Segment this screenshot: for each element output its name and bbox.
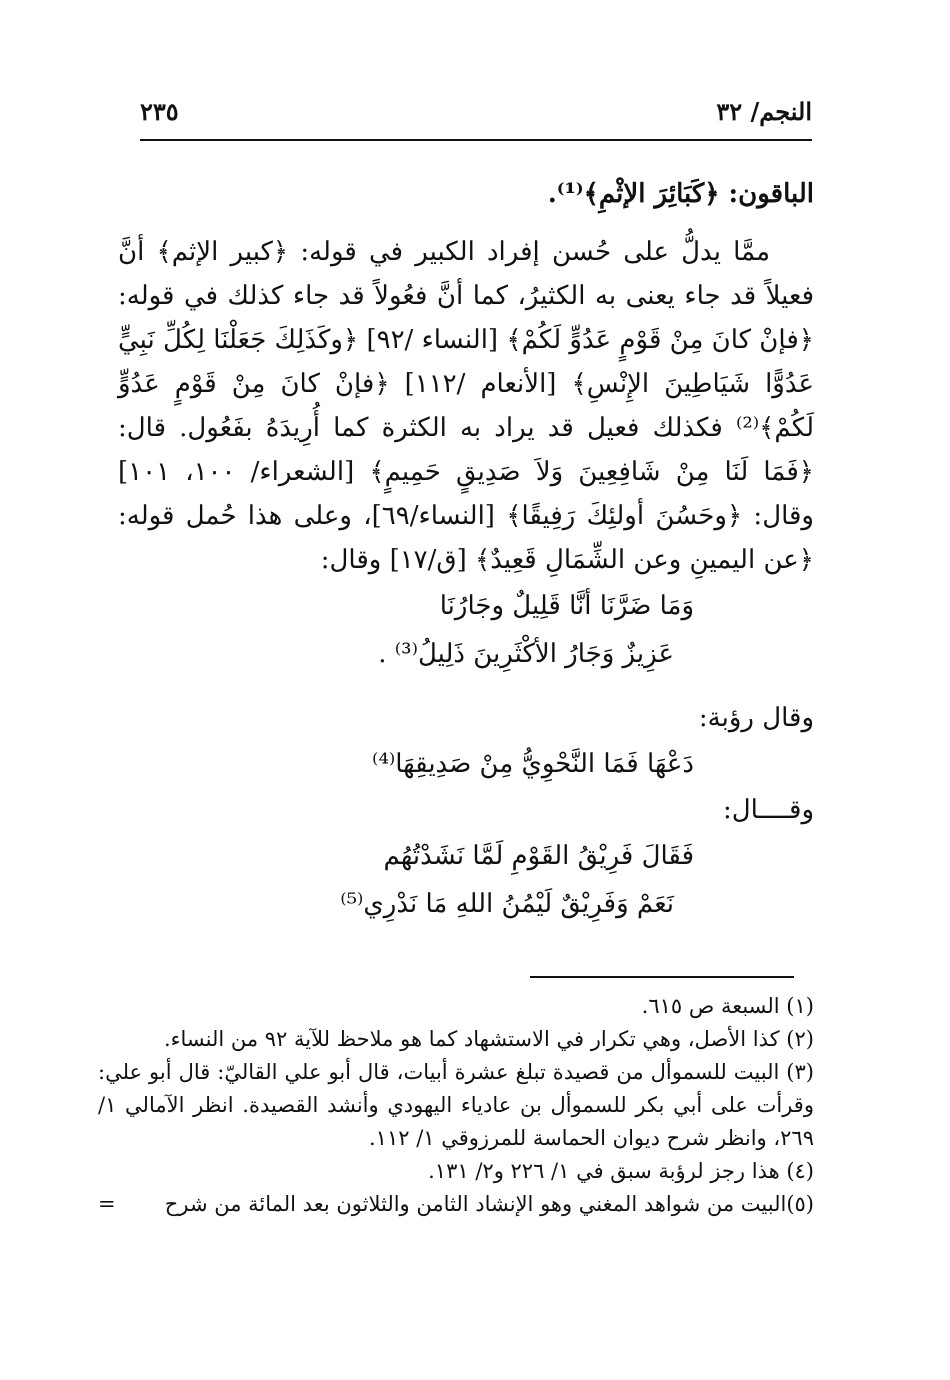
poem-hemistich: فَقَالَ فَرِيْقُ القَوْمِ لَمَّا نَشَدْتُهُم bbox=[383, 841, 694, 871]
quote-intro: وقــــال: bbox=[722, 795, 814, 825]
page-number: ٢٣٥ bbox=[140, 97, 179, 126]
poem-hemistich: عَزِيزٌ وَجَارُ الأكْثَرِينَ ذَلِيلُ⁽³⁾ . bbox=[378, 639, 674, 669]
footnote-divider bbox=[530, 976, 794, 978]
running-header bbox=[140, 92, 812, 132]
section-heading: الباقون: ﴿كَبَائِرَ الإثْمِ﴾⁽¹⁾. bbox=[547, 179, 814, 209]
main-text bbox=[118, 172, 814, 928]
rajaz-verse: دَعْهَا فَمَا النَّحْوِيُّ مِنْ صَدِيقِهَا⁽⁴⁾ bbox=[372, 749, 694, 779]
footnote-text: (٥)البيت من شواهد المغني وهو الإنشاد الثامن والثلاثون بعد المائة من شرح bbox=[164, 1192, 814, 1216]
poem-hemistich: وَمَا ضَرَّنَا أنَّا قَلِيلٌ وجَارُنَا bbox=[439, 591, 694, 621]
footnote: (٤) هذا رجز لرؤبة سبق في ١/ ٢٢٦ و٢/ ١٣١. bbox=[428, 1159, 814, 1183]
quote-intro: وقال رؤبة: bbox=[698, 703, 814, 733]
footnotes bbox=[98, 990, 814, 1221]
continuation-mark: = bbox=[98, 1192, 116, 1216]
footnote: (١) السبعة ص ٦١٥. bbox=[641, 994, 814, 1018]
paragraph: ممَّا يدلُّ على حُسن إفراد الكبير في قوله: ﴿كبير الإثم﴾ أنَّ فعيلاً قد جاء يعنى به الكثيرُ، كما أنَّ فعُولاً قد جاء كذلك في قوله: ﴿فإنْ كانَ مِنْ قَوْمٍ عَدُوٍّ لَكُمْ﴾ [النساء /٩٢] ﴿وكَذَلِكَ جَعَلْنَا لِكُلِّ نَبِيٍّ عَدُوًّا شَيَاطِينَ الإِنْسِ﴾ [الأنعام /١١٢] ﴿فإنْ كانَ مِنْ قَوْمٍ عَدُوٍّ لَكُمْ﴾⁽²⁾ فكذلك فعيل قد يراد به الكثرة كما أُرِيدَهُ بفَعُول. قال: ﴿فَمَا لَنَا مِنْ شَافِعِينَ وَلاَ صَدِيقٍ حَمِيمٍ﴾ [الشعراء/ ١٠٠، ١٠١] وقال: ﴿وحَسُنَ أولئِكَ رَفِيقًا﴾ [النساء/٦٩]، وعلى هذا حُمل قوله: ﴿عن اليمينِ وعن الشِّمَالِ قَعِيدٌ﴾ [ق/١٧] وقال: bbox=[118, 237, 815, 575]
footnote: (٣) البيت للسموأل من قصيدة تبلغ عشرة أبيات، قال أبو علي القاليّ: قال أبو علي: وقرأت على أبي بكر للسموأل بن عادياء اليهودي وأنشد القصيدة. انظر الآمالي ١/ ٢٦٩، وانظر شرح ديوان الحماسة للمرزوقي ١/ ١١٢. bbox=[98, 1060, 814, 1150]
footnote: (٢) كذا الأصل، وهي تكرار في الاستشهاد كما هو ملاحظ للآية ٩٢ من النساء. bbox=[163, 1027, 814, 1051]
footnote bbox=[98, 1188, 814, 1221]
poem-hemistich: نَعَمْ وَفَرِيْقٌ لَيْمُنُ اللهِ مَا نَدْرِي⁽⁵⁾ bbox=[340, 889, 674, 919]
header-divider bbox=[140, 139, 812, 141]
surah-title: النجم/ ٣٢ bbox=[716, 97, 812, 126]
